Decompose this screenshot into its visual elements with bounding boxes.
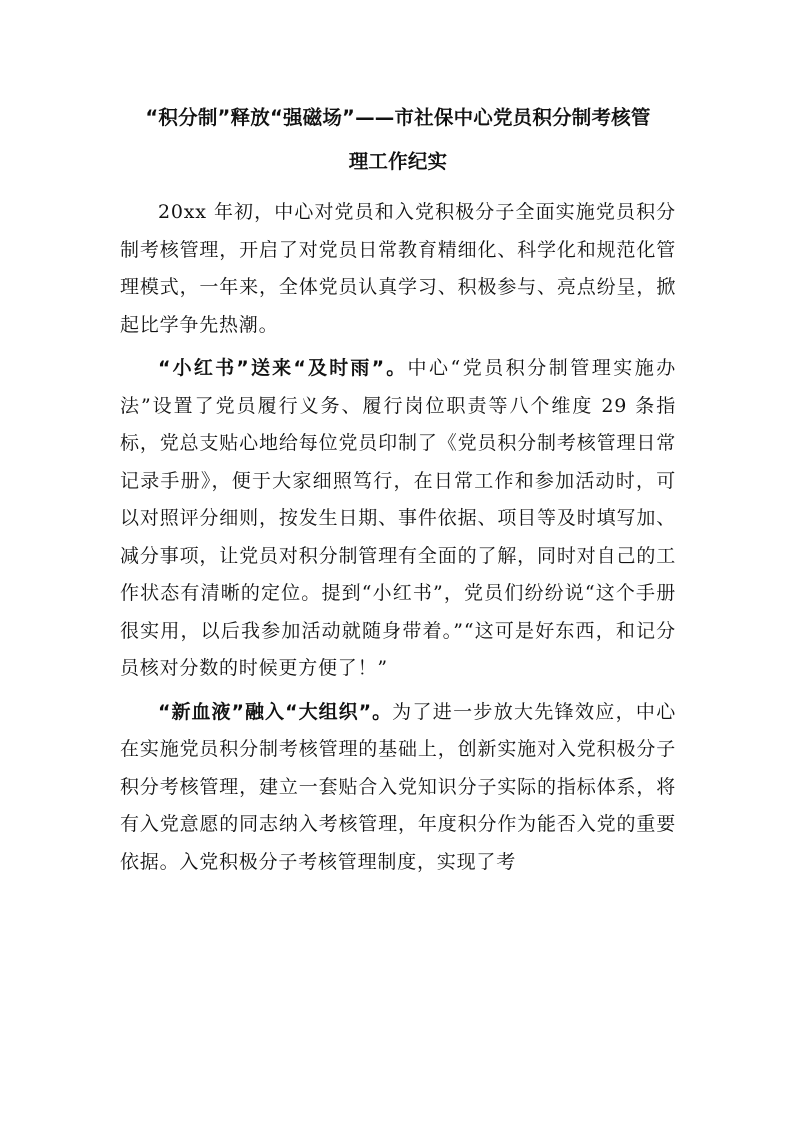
paragraph-intro bbox=[120, 194, 676, 344]
paragraph-intro-text: 20xx 年初，中心对党员和入党积极分子全面实施党员积分制考核管理，开启了对党员日常教育精细化、科学化和规范化管理模式，一年来，全体党员认真学习、积极参与、亮点纷呈，掀起比学争先热潮。 bbox=[120, 201, 676, 336]
title-line-2: 理工作纪实 bbox=[348, 150, 448, 173]
document-title bbox=[120, 96, 676, 184]
paragraph-new-blood-heading: “新血液”融入“大组织”。 bbox=[158, 700, 393, 723]
paragraph-new-blood-text: 为了进一步放大先锋效应，中心在实施党员积分制考核管理的基础上，创新实施对入党积极分子积分考核管理，建立一套贴合入党知识分子实际的指标体系，将有入党意愿的同志纳入考核管理，年度积分作为能否入党的重要依据。入党积极分子考核管理制度，实现了考 bbox=[120, 700, 676, 873]
paragraph-red-booklet bbox=[120, 350, 676, 688]
document-body bbox=[120, 96, 676, 881]
title-line-1: “积分制”释放“强磁场”——市社保中心党员积分制考核管 bbox=[145, 106, 651, 129]
paragraph-new-blood bbox=[120, 694, 676, 882]
paragraph-red-booklet-text: 中心“党员积分制管理实施办法”设置了党员履行义务、履行岗位职责等八个维度 29 条指标，党总支贴心地给每位党员印制了《党员积分制考核管理日常记录手册》，便于大家细照笃行，在日常工作和参加活动时，可以对照评分细则，按发生日期、事件依据、项目等及时填写加、减分事项，让党员对积分制管理有全面的了解，同时对自己的工作状态有清晰的定位。提到“小红书”，党员们纷纷说“这个手册很实用，以后我参加活动就随身带着。”“这可是好东西，和记分员核对分数的时候更方便了！” bbox=[120, 357, 676, 679]
paragraph-red-booklet-heading: “小红书”送来“及时雨”。 bbox=[158, 357, 408, 379]
